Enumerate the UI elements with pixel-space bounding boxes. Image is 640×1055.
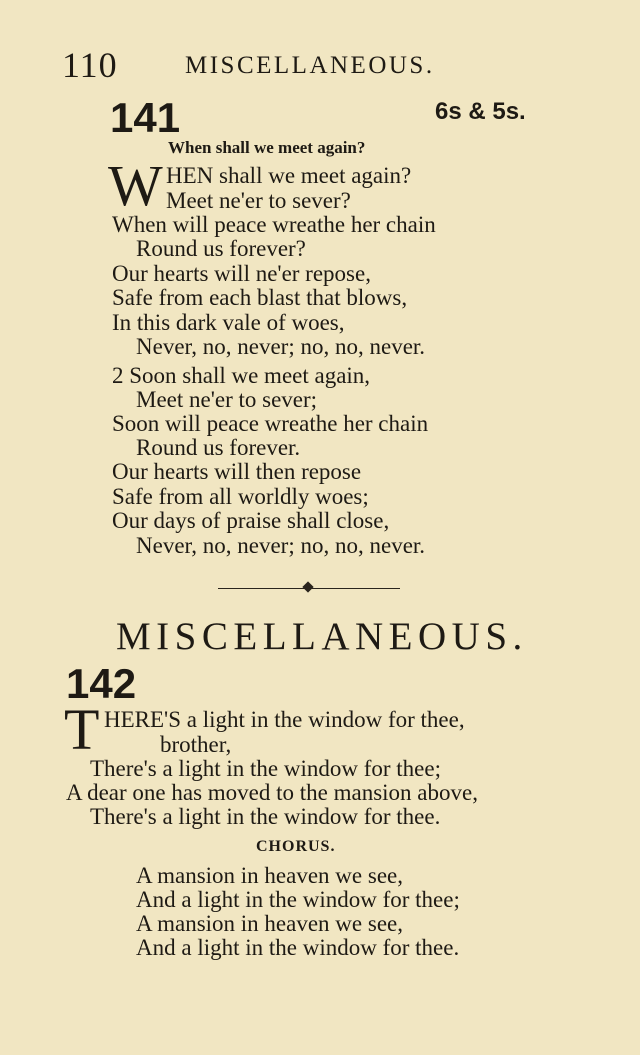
hymn-142-number: 142 (66, 660, 137, 707)
hymn-141-line: Safe from all worldly woes; (112, 484, 369, 509)
hymn-141-line: Round us forever. (136, 435, 301, 460)
hymn-142-line: HERE'S a light in the window for thee, (104, 707, 465, 732)
hymn-141-line: 2 Soon shall we meet again, (112, 363, 371, 388)
hymn-141-line: Our hearts will then repose (112, 459, 362, 484)
hymn-142-line: There's a light in the window for thee. (90, 804, 441, 829)
page-number: 110 (62, 45, 118, 85)
running-head: MISCELLANEOUS. (185, 52, 435, 79)
hymn-141-line: Our days of praise shall close, (112, 508, 390, 533)
section-heading: MISCELLANEOUS. (116, 615, 528, 658)
hymn-141-line: Our hearts will ne'er repose, (112, 261, 371, 286)
chorus-line: A mansion in heaven we see, (136, 863, 403, 888)
hymn-141-line: Meet ne'er to sever? (166, 188, 351, 213)
hymn-141-line: Soon will peace wreathe her chain (112, 411, 429, 436)
chorus-line: And a light in the window for thee. (136, 935, 460, 960)
hymn-142-dropcap: T (64, 697, 100, 762)
hymn-142-line: brother, (160, 732, 232, 757)
hymn-141-line: When will peace wreathe her chain (112, 212, 436, 237)
hymn-141-line: Meet ne'er to sever; (136, 387, 318, 412)
hymn-141-line: Round us forever? (136, 236, 306, 261)
hymn-141-line: Never, no, never; no, no, never. (136, 533, 426, 558)
hymn-141-line: Safe from each blast that blows, (112, 285, 408, 310)
hymn-141-title: When shall we meet again? (168, 138, 366, 157)
hymn-142-line: There's a light in the window for thee; (90, 756, 441, 781)
hymn-141-line: HEN shall we meet again? (166, 163, 412, 188)
hymn-141-number: 141 (110, 94, 181, 141)
hymn-141-line: In this dark vale of woes, (112, 310, 345, 335)
chorus-line: A mansion in heaven we see, (136, 911, 403, 936)
chorus-label: CHORUS. (256, 838, 336, 855)
hymn-142-line: A dear one has moved to the mansion above, (66, 780, 478, 805)
chorus-line: And a light in the window for thee; (136, 887, 460, 912)
hymn-141-dropcap: W (108, 153, 163, 218)
hymn-141-line: Never, no, never; no, no, never. (136, 334, 426, 359)
hymn-141-meter: 6s & 5s. (435, 98, 526, 125)
